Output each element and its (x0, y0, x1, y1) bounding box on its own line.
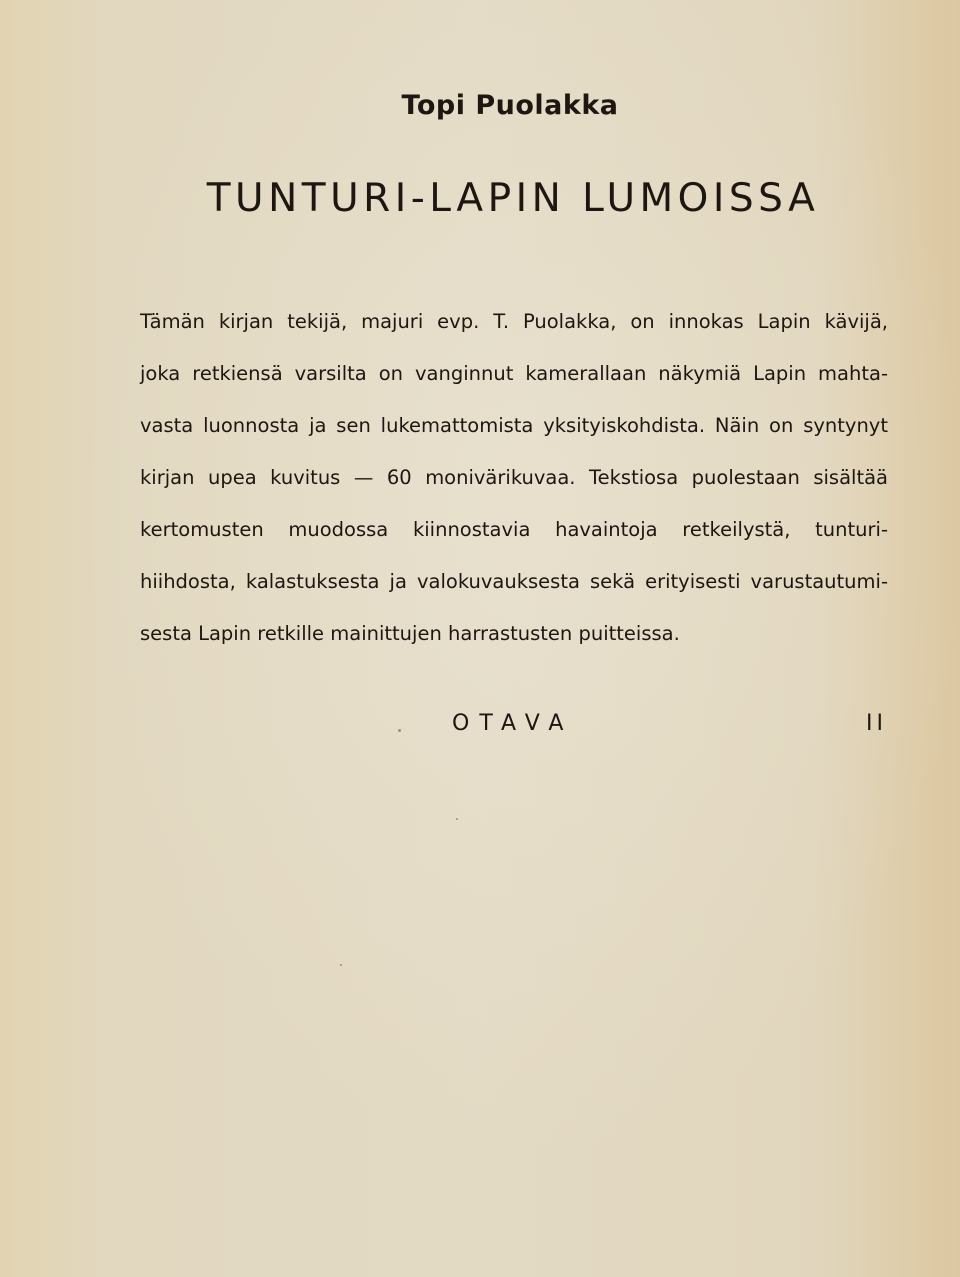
description-paragraph (140, 296, 888, 660)
description-line: sesta Lapin retkille mainittujen harrastusten puitteissa. (140, 622, 680, 645)
footer (0, 711, 960, 743)
paper-speck (456, 818, 458, 820)
description-line: Tämän kirjan tekijä, majuri evp. T. Puolakka, on innokas Lapin kävijä, (140, 310, 888, 333)
description-line: vasta luonnosta ja sen lukemattomista yksityiskohdista. Näin on syntynyt (140, 414, 888, 437)
paper-speck (340, 964, 342, 966)
paper-speck (398, 729, 401, 732)
description-line: hiihdosta, kalastuksesta ja valokuvauksesta sekä erityisesti varustautumi- (140, 570, 888, 593)
description-line: kirjan upea kuvitus — 60 monivärikuvaa. Tekstiosa puolestaan sisältää (140, 466, 888, 489)
description-line: kertomusten muodossa kiinnostavia havaintoja retkeilystä, tunturi- (140, 518, 888, 541)
book-title: TUNTURI-LAPIN LUMOISSA (206, 176, 820, 221)
series-number: II (866, 711, 887, 736)
author-name: Topi Puolakka (401, 90, 619, 121)
publisher-name: OTAVA (452, 711, 574, 736)
description-line: joka retkiensä varsilta on vanginnut kamerallaan näkymiä Lapin mahta- (140, 362, 888, 385)
